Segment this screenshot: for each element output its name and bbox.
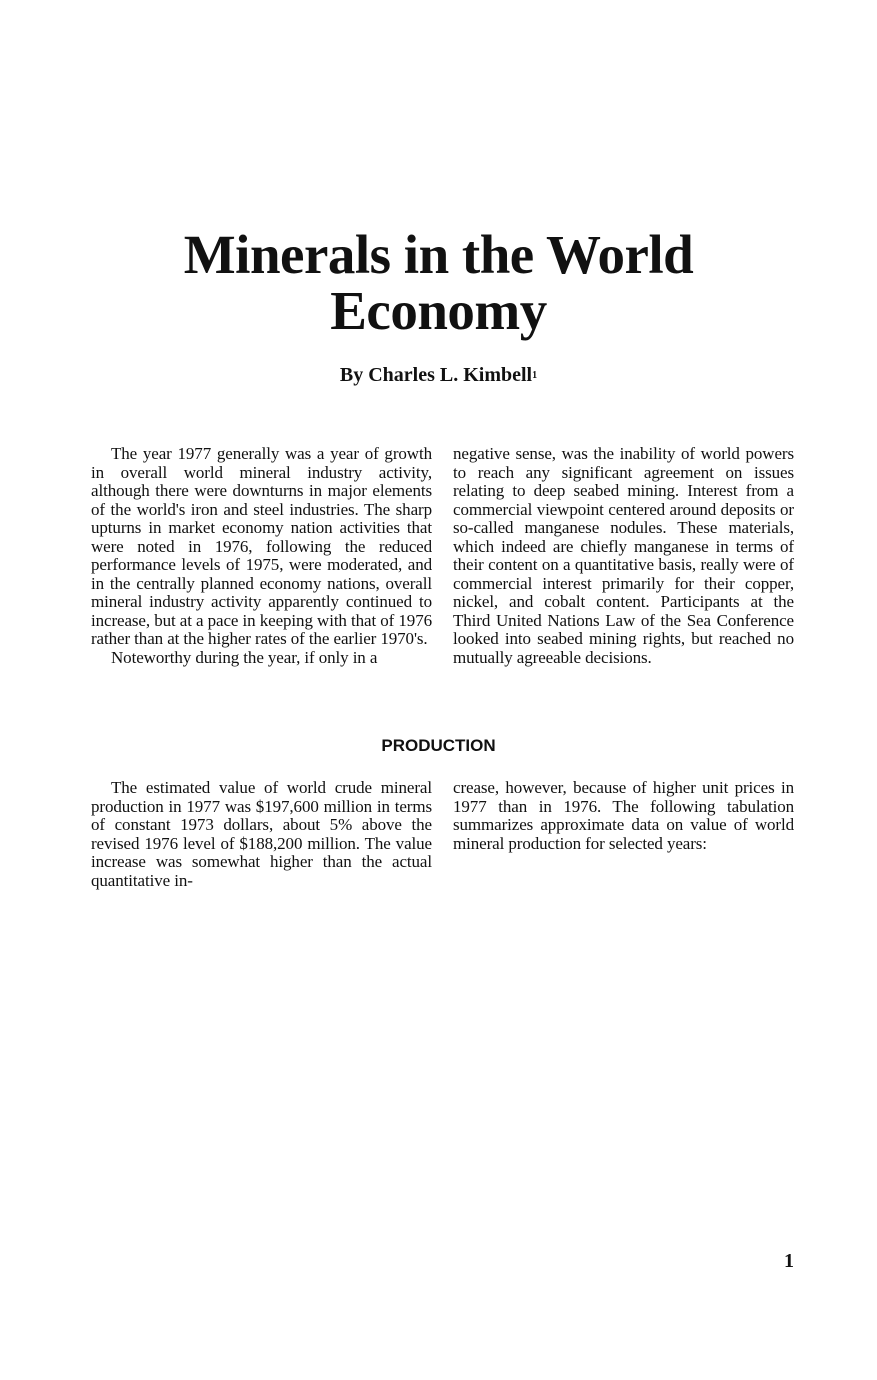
production-paragraph-continued: crease, however, because of higher unit prices in 1977 than in 1976. The following tabulation summarizes approximate data on value of world mineral production for selected years: bbox=[453, 778, 794, 853]
intro-right-column bbox=[453, 445, 794, 667]
article-title-line-1: Minerals in the World bbox=[183, 224, 694, 285]
production-right-column bbox=[453, 779, 794, 853]
page-number: 1 bbox=[784, 1250, 794, 1272]
author-name: By Charles L. Kimbell bbox=[339, 364, 533, 386]
production-paragraph-start: The estimated value of world crude mineral production in 1977 was $197,600 million in terms of constant 1973 dollars, about 5% above the revised 1976 level of $188,200 million. The value increase was somewhat higher than the actual quantitative in- bbox=[91, 778, 432, 890]
intro-paragraph-2-continued: negative sense, was the inability of world powers to reach any significant agreement on issues relating to deep seabed mining. Interest from a commercial viewpoint centered around deposits or so-called manganese nodules. These materials, which indeed are chiefly manganese in terms of their content on a quantitative basis, really were of commercial interest primarily for their copper, nickel, and cobalt content. Participants at the Third United Nations Law of the Sea Conference looked into seabed mining rights, but reached no mutually agreeable decisions. bbox=[453, 444, 794, 667]
production-left-column bbox=[91, 779, 432, 890]
author-byline bbox=[0, 363, 877, 387]
footnote-marker: 1 bbox=[532, 370, 538, 381]
article-title-line-2: Economy bbox=[330, 280, 547, 341]
intro-paragraph-1: The year 1977 generally was a year of growth in overall world mineral industry activity, although there were downturns in major elements of the world's iron and steel industries. The sharp upturns in market economy nation activities that were noted in 1976, following the reduced performance levels of 1975, were moderated, and in the centrally planned economy nations, overall mineral industry activity apparently continued to increase, but at a pace in keeping with that of 1976 rather than at the higher rates of the earlier 1970's. bbox=[91, 444, 432, 648]
intro-paragraph-2-start: Noteworthy during the year, if only in a bbox=[111, 647, 378, 667]
intro-left-column bbox=[91, 445, 432, 667]
production-heading: PRODUCTION bbox=[381, 736, 496, 755]
